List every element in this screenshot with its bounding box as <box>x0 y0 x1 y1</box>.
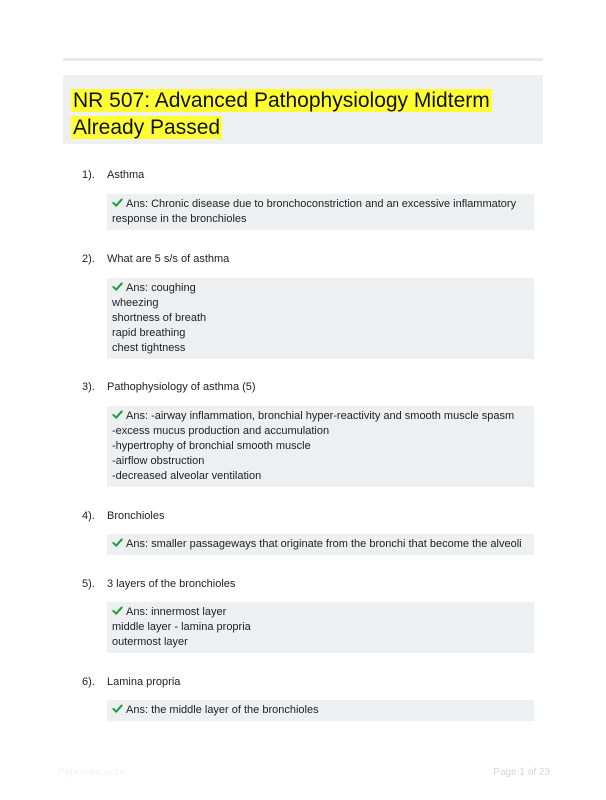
question-number: 3). <box>82 381 95 393</box>
answer-line: Ans: -airway inflammation, bronchial hyper-reactivity and smooth muscle spasm <box>112 409 529 424</box>
question-text: Lamina propria <box>107 676 181 688</box>
document-title <box>71 87 533 141</box>
answer-line: Ans: Chronic disease due to bronchoconstriction and an excessive inflammatory <box>112 197 529 212</box>
question-number: 1). <box>82 169 95 181</box>
answer-line: -decreased alveolar ventilation <box>112 470 262 482</box>
answer-line: Ans: coughing <box>112 281 529 296</box>
question-text: What are 5 s/s of asthma <box>107 253 230 265</box>
answer-box <box>107 278 534 359</box>
question-number: 5). <box>82 578 95 590</box>
footer-watermark: Paperblbc.com <box>58 767 125 778</box>
answer-line: outermost layer <box>112 636 188 648</box>
question-number: 6). <box>82 676 95 688</box>
top-divider <box>63 58 543 61</box>
answer-box <box>107 194 534 230</box>
answer-box <box>107 700 534 721</box>
answer-box <box>107 406 534 487</box>
answer-line: Ans: the middle layer of the bronchioles <box>112 703 529 718</box>
question-text: 3 layers of the bronchioles <box>107 578 236 590</box>
answer-line: Ans: innermost layer <box>112 605 529 620</box>
title-line-1: NR 507: Advanced Pathophysiology Midterm <box>73 89 490 112</box>
question-number: 4). <box>82 510 95 522</box>
title-banner <box>63 75 543 144</box>
check-icon <box>112 409 123 420</box>
answer-line: middle layer - lamina propria <box>112 621 251 633</box>
check-icon <box>112 605 123 616</box>
answer-box <box>107 534 534 555</box>
question-number: 2). <box>82 253 95 265</box>
question-text: Pathophysiology of asthma (5) <box>107 381 256 393</box>
answer-line: -excess mucus production and accumulation <box>112 425 330 437</box>
check-icon <box>112 281 123 292</box>
answer-line: -airflow obstruction <box>112 455 205 467</box>
question-text: Bronchioles <box>107 510 165 522</box>
check-icon <box>112 537 123 548</box>
check-icon <box>112 197 123 208</box>
answer-line: Ans: smaller passageways that originate from the bronchi that become the alveoli <box>112 537 529 552</box>
page-number: Page 1 of 23 <box>493 767 550 778</box>
question-text: Asthma <box>107 169 145 181</box>
answer-line: shortness of breath <box>112 312 207 324</box>
answer-line: -hypertrophy of bronchial smooth muscle <box>112 440 311 452</box>
answer-line: rapid breathing <box>112 327 186 339</box>
answer-line: chest tightness <box>112 342 186 354</box>
answer-box <box>107 602 534 653</box>
answer-line: response in the bronchioles <box>112 213 247 225</box>
title-line-2: Already Passed <box>73 116 221 139</box>
check-icon <box>112 703 123 714</box>
answer-line: wheezing <box>112 297 159 309</box>
